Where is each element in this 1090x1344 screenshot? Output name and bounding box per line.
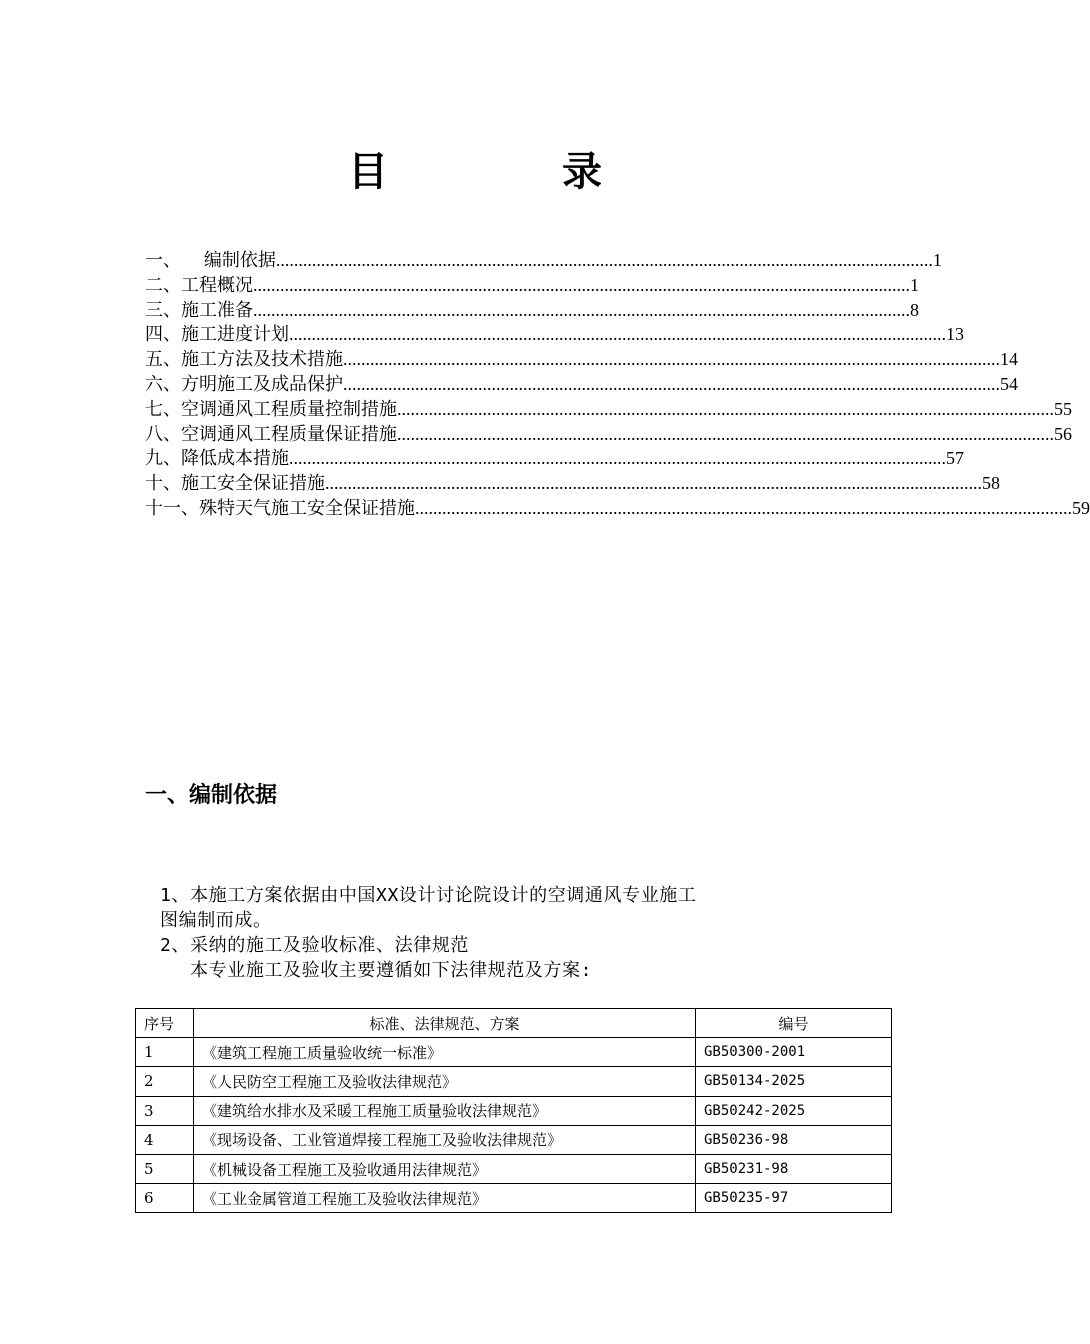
standards-table <box>135 1008 892 1213</box>
cell-name: 《人民防空工程施工及验收法律规范》 <box>194 1067 696 1096</box>
paragraph-basis <box>160 883 820 933</box>
toc-entry-label: 九、降低成本措施 <box>145 448 289 470</box>
cell-no: 3 <box>136 1096 194 1125</box>
toc-entry-label: 二、工程概况 <box>145 274 253 296</box>
toc-entry[interactable] <box>145 496 1090 521</box>
paragraph-line: 1、本施工方案依据由中国XX设计讨论院设计的空调通风专业施工 <box>160 885 697 906</box>
paragraph-standards-lead: 本专业施工及验收主要遵循如下法律规范及方案: <box>190 960 593 981</box>
toc-leader-dots: .................................................................................................................................................. <box>289 448 946 469</box>
cell-code: GB50231-98 <box>696 1154 892 1183</box>
toc-entry-label: 六、方明施工及成品保护 <box>145 373 343 395</box>
cell-name: 《工业金属管道工程施工及验收法律规范》 <box>194 1184 696 1213</box>
toc-entry[interactable] <box>145 397 1072 422</box>
toc-entry[interactable] <box>145 273 919 298</box>
toc-leader-dots: .................................................................................................................................................. <box>275 250 933 270</box>
section-heading: 一、编制依据 <box>145 783 278 808</box>
toc-entry[interactable] <box>145 372 1018 397</box>
cell-no: 2 <box>136 1067 194 1096</box>
toc-leader-dots: .................................................................................................................................................. <box>253 274 910 295</box>
table-row <box>136 1067 892 1096</box>
cell-code: GB50235-97 <box>696 1184 892 1213</box>
toc-entry-label: 五、施工方法及技术措施 <box>145 349 343 371</box>
toc-leader-dots: .................................................................................................................................................. <box>397 423 1054 444</box>
cell-name: 《建筑给水排水及采暖工程施工质量验收法律规范》 <box>194 1096 696 1125</box>
cell-code: GB50242-2025 <box>696 1096 892 1125</box>
table-row <box>136 1125 892 1154</box>
paragraph-line: 图编制而成。 <box>160 910 272 931</box>
toc-leader-dots: .................................................................................................................................................. <box>325 473 982 494</box>
toc-entry-page: 14 <box>1000 349 1018 370</box>
toc-entry-page: 58 <box>982 473 1000 494</box>
paragraph-standards-intro: 2、采纳的施工及验收标准、法律规范 <box>160 935 470 956</box>
column-header-code: 编号 <box>696 1009 892 1038</box>
column-header-no: 序号 <box>136 1009 194 1038</box>
toc-entry-label: 七、空调通风工程质量控制措施 <box>145 398 397 420</box>
toc-entry-label: 三、施工准备 <box>145 299 253 321</box>
toc-entry-label: 一、 编制依据 <box>145 250 276 271</box>
toc-leader-dots: .................................................................................................................................................. <box>343 349 1000 370</box>
table-header-row <box>136 1009 892 1038</box>
toc-entry-page: 1 <box>932 250 942 270</box>
toc-entry[interactable] <box>145 347 1018 372</box>
cell-code: GB50236-98 <box>696 1125 892 1154</box>
toc-entry[interactable] <box>145 248 942 273</box>
cell-no: 1 <box>136 1038 194 1067</box>
toc-entry-label: 四、施工进度计划 <box>145 324 289 346</box>
cell-code: GB50300-2001 <box>696 1038 892 1067</box>
cell-name: 《建筑工程施工质量验收统一标准》 <box>194 1038 696 1067</box>
cell-no: 4 <box>136 1125 194 1154</box>
toc-entry[interactable] <box>145 322 964 347</box>
toc-entry[interactable] <box>145 446 964 471</box>
toc-entry-page: 59 <box>1072 497 1090 518</box>
cell-no: 6 <box>136 1184 194 1213</box>
cell-code: GB50134-2025 <box>696 1067 892 1096</box>
toc-entry-page: 56 <box>1054 423 1072 444</box>
toc-entry-label: 十、施工安全保证措施 <box>145 473 325 495</box>
toc-entry[interactable] <box>145 298 919 323</box>
toc-entry[interactable] <box>145 471 1000 496</box>
toc-entry-label: 十一、殊特天气施工安全保证措施 <box>145 497 415 519</box>
column-header-name: 标准、法律规范、方案 <box>194 1009 696 1038</box>
toc-entry-page: 8 <box>910 299 919 320</box>
table-row <box>136 1154 892 1183</box>
toc-entry[interactable] <box>145 422 1072 447</box>
table-row <box>136 1184 892 1213</box>
table-of-contents <box>145 248 1090 521</box>
cell-name: 《机械设备工程施工及验收通用法律规范》 <box>194 1154 696 1183</box>
table-row <box>136 1096 892 1125</box>
toc-leader-dots: .................................................................................................................................................. <box>253 299 910 320</box>
toc-entry-page: 54 <box>1000 373 1018 394</box>
cell-no: 5 <box>136 1154 194 1183</box>
toc-title: 目 录 <box>348 149 682 195</box>
toc-entry-page: 57 <box>946 448 964 469</box>
table-row <box>136 1038 892 1067</box>
toc-leader-dots: .................................................................................................................................................. <box>289 324 946 345</box>
toc-leader-dots: .................................................................................................................................................. <box>415 497 1072 518</box>
toc-entry-page: 55 <box>1054 398 1072 419</box>
toc-leader-dots: .................................................................................................................................................. <box>397 398 1054 419</box>
cell-name: 《现场设备、工业管道焊接工程施工及验收法律规范》 <box>194 1125 696 1154</box>
toc-entry-page: 13 <box>946 324 964 345</box>
toc-entry-label: 八、空调通风工程质量保证措施 <box>145 423 397 445</box>
toc-entry-page: 1 <box>910 274 919 295</box>
toc-leader-dots: .................................................................................................................................................. <box>343 373 1000 394</box>
